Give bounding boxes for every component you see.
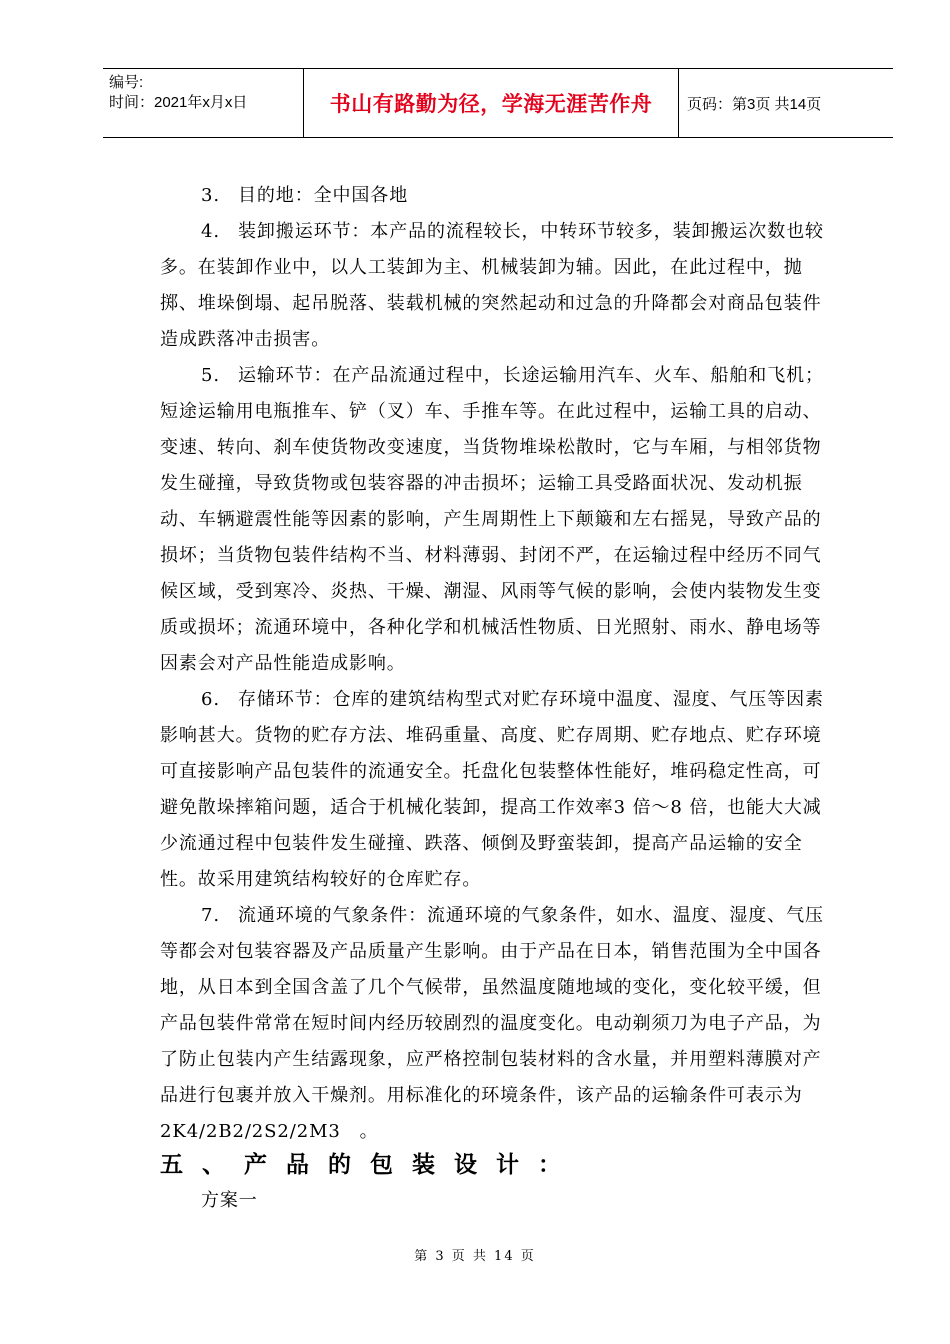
paragraph-3	[160, 178, 840, 214]
document-body	[160, 178, 840, 1150]
paragraph-text: 运输环节：在产品流通过程中，长途运输用汽车、火车、船舶和飞机；短途运输用电瓶推车、铲（叉）车、手推车等。在此过程中，运输工具的启动、变速、转向、刹车使货物改变速度，当货物堆垛松散时，它与车厢，与相邻货物发生碰撞，导致货物或包装容器的冲击损坏；运输工具受路面状况、发动机振动、车辆避震性能等因素的影响，产生周期性上下颠簸和左右摇晃，导致产品的损坏；当货物包装件结构不当、材料薄弱、封闭不严，在运输过程中经历不同气候区域，受到寒冷、炎热、干燥、潮湿、风雨等气候的影响，会使内装物发生变质或损坏；流通环境中，各种化学和机械活性物质、日光照射、雨水、静电场等因素会对产品性能造成影响。	[160, 365, 824, 674]
paragraph-number: 3.	[201, 185, 220, 206]
paragraph-text: 流通环境的气象条件：流通环境的气象条件，如水、温度、湿度、气压等都会对包装容器及产品质量产生影响。由于产品在日本，销售范围为全中国各地，从日本到全国含盖了几个气候带，虽然温度随地域的变化，变化较平缓，但产品包装件常常在短时间内经历较剧烈的温度变化。电动剃须刀为电子产品，为了防止包装内产生结露现象，应严格控制包装材料的含水量，并用塑料薄膜对产品进行包裹并放入干燥剂。用标准化的环境条件，该产品的运输条件可表示为2K4/2B2/2S2/2M3 。	[160, 905, 824, 1142]
paragraph-text: 存储环节：仓库的建筑结构型式对贮存环境中温度、湿度、气压等因素影响甚大。货物的贮存方法、堆码重量、高度、贮存周期、贮存地点、贮存环境可直接影响产品包装件的流通安全。托盘化包装整体性能好，堆码稳定性高，可避免散垛摔箱问题，适合于机械化装卸，提高工作效率3 倍～8 倍，也能大大减少流通过程中包装件发生碰撞、跌落、倾倒及野蛮装卸，提高产品运输的安全性。故采用建筑结构较好的仓库贮存。	[160, 689, 824, 890]
section-title: 五、产品的包装设计：	[160, 1152, 580, 1178]
paragraph-7	[160, 898, 840, 1150]
paragraph-4	[160, 214, 840, 358]
header-meta	[103, 69, 303, 137]
page-footer: 第 3 页 共 14 页	[414, 1249, 536, 1264]
paragraph-number: 6.	[201, 689, 220, 710]
header-motto-cell	[303, 69, 679, 137]
paragraph-number: 4.	[201, 221, 220, 242]
subsection-title: 方案一	[201, 1190, 258, 1211]
paragraph-6	[160, 682, 840, 898]
paragraph-5	[160, 358, 840, 682]
paragraph-number: 5.	[201, 365, 220, 386]
paragraph-number: 7.	[201, 905, 220, 926]
paragraph-text: 目的地：全中国各地	[238, 185, 409, 206]
paragraph-text: 装卸搬运环节：本产品的流程较长，中转环节较多，装卸搬运次数也较多。在装卸作业中，以人工装卸为主、机械装卸为辅。因此，在此过程中，抛掷、堆垛倒塌、起吊脱落、装载机械的突然起动和过急的升降都会对商品包装件造成跌落冲击损害。	[160, 221, 824, 350]
document-number-label: 编号:	[109, 74, 144, 91]
header-motto: 书山有路勤为径，学海无涯苦作舟	[329, 92, 653, 116]
page-header	[103, 68, 893, 138]
document-time-label: 时间：2021年x月x日	[109, 94, 248, 111]
header-page-number: 页码：第3页 共14页	[687, 95, 822, 113]
